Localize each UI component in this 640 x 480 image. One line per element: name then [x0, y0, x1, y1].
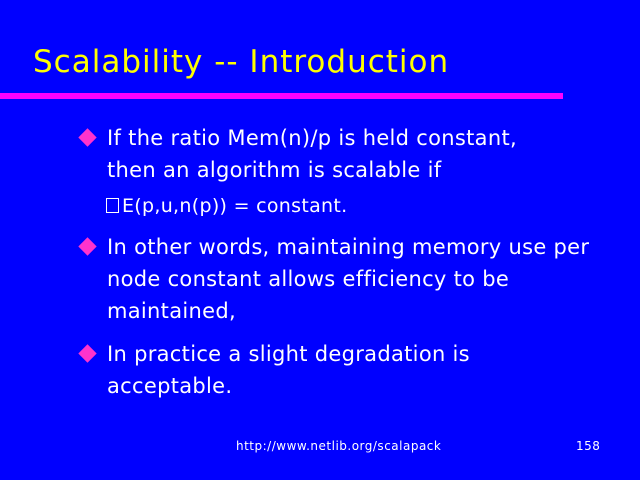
bullet-text	[107, 231, 589, 327]
title-underline-rule	[0, 93, 563, 99]
sub-bullet-text: E(p,u,n(p)) = constant.	[122, 195, 348, 217]
bullet-item	[80, 338, 615, 402]
square-bullet-icon	[106, 198, 119, 213]
slide-body	[80, 122, 615, 402]
slide-title: Scalability -- Introduction	[33, 44, 450, 80]
bullet-text	[107, 122, 517, 186]
bullet-line: In other words, maintaining memory use per	[107, 235, 590, 259]
diamond-bullet-icon	[78, 237, 96, 255]
bullet-item	[80, 231, 615, 327]
bullet-line: acceptable.	[107, 374, 233, 398]
sub-bullet-item	[106, 191, 615, 221]
bullet-text	[107, 338, 470, 402]
bullet-line: If the ratio Mem(n)/p is held constant,	[107, 126, 517, 150]
footer-page-number: 158	[576, 439, 601, 453]
bullet-line: In practice a slight degradation is	[107, 342, 470, 366]
bullet-line: then an algorithm is scalable if	[107, 158, 442, 182]
diamond-bullet-icon	[78, 344, 96, 362]
diamond-bullet-icon	[78, 128, 96, 146]
bullet-item	[80, 122, 615, 186]
footer-url: http://www.netlib.org/scalapack	[236, 439, 442, 453]
bullet-line: maintained,	[107, 299, 236, 323]
bullet-line: node constant allows efficiency to be	[107, 267, 510, 291]
